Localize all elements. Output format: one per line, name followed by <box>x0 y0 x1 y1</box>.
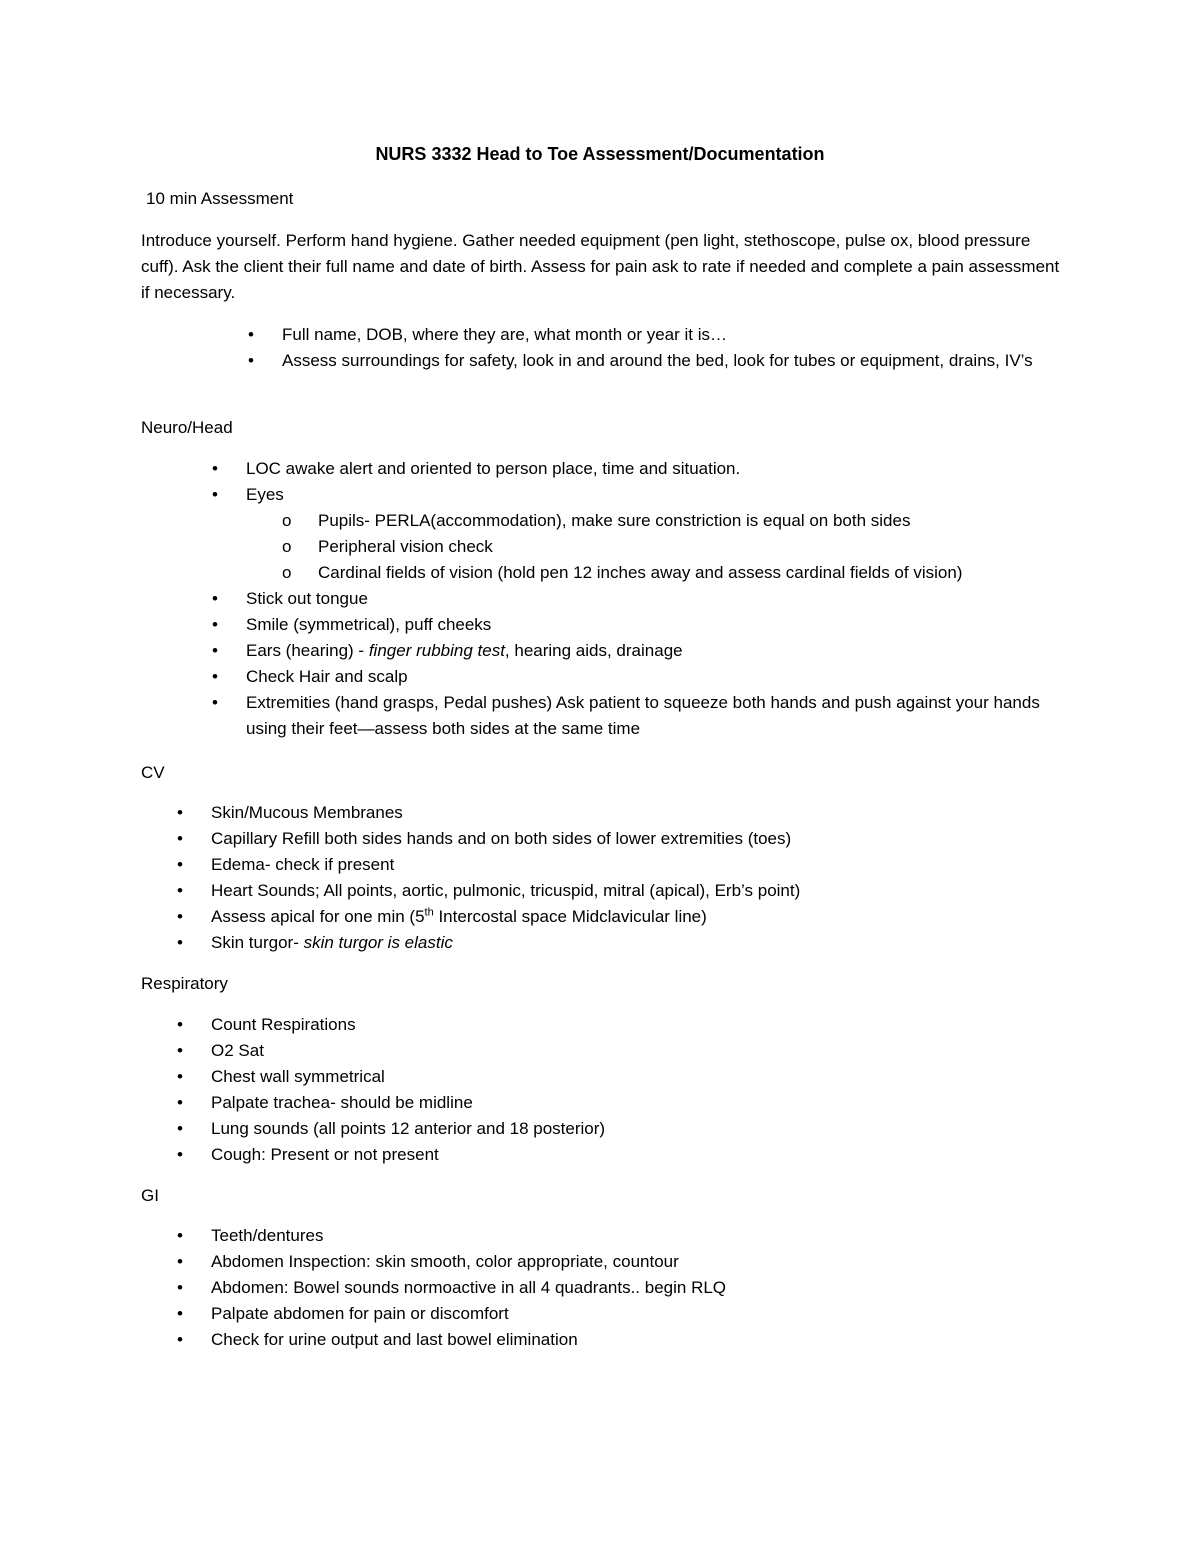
bullet-icon: • <box>177 1252 183 1271</box>
list-item: • Extremities (hand grasps, Pedal pushes) Ask patient to squeeze both hands and push against your hands using their feet—assess both sides at the same time <box>212 690 1042 742</box>
bullet-icon: • <box>248 325 254 344</box>
bullet-icon: • <box>177 881 183 900</box>
list-item: • LOC awake alert and oriented to person place, time and situation. <box>212 456 1042 482</box>
list-item: • O2 Sat <box>177 1038 1037 1064</box>
bullet-icon: • <box>177 907 183 926</box>
list-item: • Cough: Present or not present <box>177 1142 1037 1168</box>
bullet-icon: • <box>177 1015 183 1034</box>
list-item: • Palpate abdomen for pain or discomfort <box>177 1301 1037 1327</box>
bullet-icon: • <box>212 459 218 478</box>
sub-list-item: o Peripheral vision check <box>282 534 1042 560</box>
bullet-icon: • <box>177 855 183 874</box>
bullet-icon: • <box>177 1119 183 1138</box>
list-item: • Check for urine output and last bowel elimination <box>177 1327 1037 1353</box>
list-item: • Palpate trachea- should be midline <box>177 1090 1037 1116</box>
intro-paragraph: Introduce yourself. Perform hand hygiene. Gather needed equipment (pen light, stethoscope, pulse ox, blood pressure cuff). Ask the client their full name and date of birth. Assess for pain ask to rate if needed and complete a pain assessment if necessary. <box>141 231 1060 302</box>
section-heading-neuro: Neuro/Head <box>141 418 233 437</box>
sub-list-item: o Pupils- PERLA(accommodation), make sure constriction is equal on both sides <box>282 508 1042 534</box>
list-item: • Edema- check if present <box>177 852 1037 878</box>
list-item: • Assess surroundings for safety, look in and around the bed, look for tubes or equipment, drains, IV’s <box>248 348 1058 374</box>
list-item: • Smile (symmetrical), puff cheeks <box>212 612 1042 638</box>
eyes-sub-list <box>246 508 1042 586</box>
bullet-icon: • <box>212 641 218 660</box>
list-item: • Capillary Refill both sides hands and on both sides of lower extremities (toes) <box>177 826 1037 852</box>
sub-bullet-icon: o <box>282 563 292 582</box>
list-item: • Lung sounds (all points 12 anterior and 18 posterior) <box>177 1116 1037 1142</box>
list-item: • Abdomen: Bowel sounds normoactive in all 4 quadrants.. begin RLQ <box>177 1275 1037 1301</box>
bullet-icon: • <box>177 1304 183 1323</box>
sub-bullet-icon: o <box>282 511 292 530</box>
bullet-icon: • <box>177 1093 183 1112</box>
bullet-icon: • <box>177 803 183 822</box>
gi-bullet-list <box>177 1223 1037 1353</box>
list-item: • Teeth/dentures <box>177 1223 1037 1249</box>
sub-list-item: o Cardinal fields of vision (hold pen 12 inches away and assess cardinal fields of vision) <box>282 560 1042 586</box>
list-item: • Abdomen Inspection: skin smooth, color appropriate, countour <box>177 1249 1037 1275</box>
bullet-icon: • <box>177 1330 183 1349</box>
list-item: • Skin turgor- skin turgor is elastic <box>177 930 1037 956</box>
list-item: • Skin/Mucous Membranes <box>177 800 1037 826</box>
section-heading-gi: GI <box>141 1186 159 1205</box>
bullet-icon: • <box>212 615 218 634</box>
bullet-icon: • <box>177 933 183 952</box>
respiratory-bullet-list <box>177 1012 1037 1168</box>
list-item: • Ears (hearing) - finger rubbing test, hearing aids, drainage <box>212 638 1042 664</box>
list-item: • Check Hair and scalp <box>212 664 1042 690</box>
bullet-icon: • <box>177 1145 183 1164</box>
bullet-icon: • <box>177 1041 183 1060</box>
list-item: • Heart Sounds; All points, aortic, pulmonic, tricuspid, mitral (apical), Erb’s point) <box>177 878 1037 904</box>
list-item: • Full name, DOB, where they are, what month or year it is… <box>248 322 1058 348</box>
bullet-icon: • <box>177 1067 183 1086</box>
list-item: • Eyes o Pupils- PERLA(accommodation), make sure constriction is equal on both sides o Peripheral vision check o Cardinal fields of vision (hold pen 12 inches away and assess cardinal fields of vision) <box>212 482 1042 586</box>
section-heading-respiratory: Respiratory <box>141 974 228 993</box>
bullet-icon: • <box>212 589 218 608</box>
bullet-icon: • <box>248 351 254 370</box>
list-item: • Assess apical for one min (5th Intercostal space Midclavicular line) <box>177 904 1037 930</box>
subtitle: 10 min Assessment <box>146 189 294 208</box>
cv-bullet-list <box>177 800 1037 956</box>
intro-bullet-list <box>248 322 1058 374</box>
neuro-bullet-list <box>212 456 1042 742</box>
page-title: NURS 3332 Head to Toe Assessment/Documentation <box>375 144 825 164</box>
bullet-icon: • <box>212 693 218 712</box>
bullet-icon: • <box>177 1278 183 1297</box>
bullet-icon: • <box>212 667 218 686</box>
list-item: • Stick out tongue <box>212 586 1042 612</box>
list-item: • Chest wall symmetrical <box>177 1064 1037 1090</box>
section-heading-cv: CV <box>141 763 165 782</box>
bullet-icon: • <box>177 829 183 848</box>
list-item: • Count Respirations <box>177 1012 1037 1038</box>
sub-bullet-icon: o <box>282 537 292 556</box>
bullet-icon: • <box>177 1226 183 1245</box>
bullet-icon: • <box>212 485 218 504</box>
